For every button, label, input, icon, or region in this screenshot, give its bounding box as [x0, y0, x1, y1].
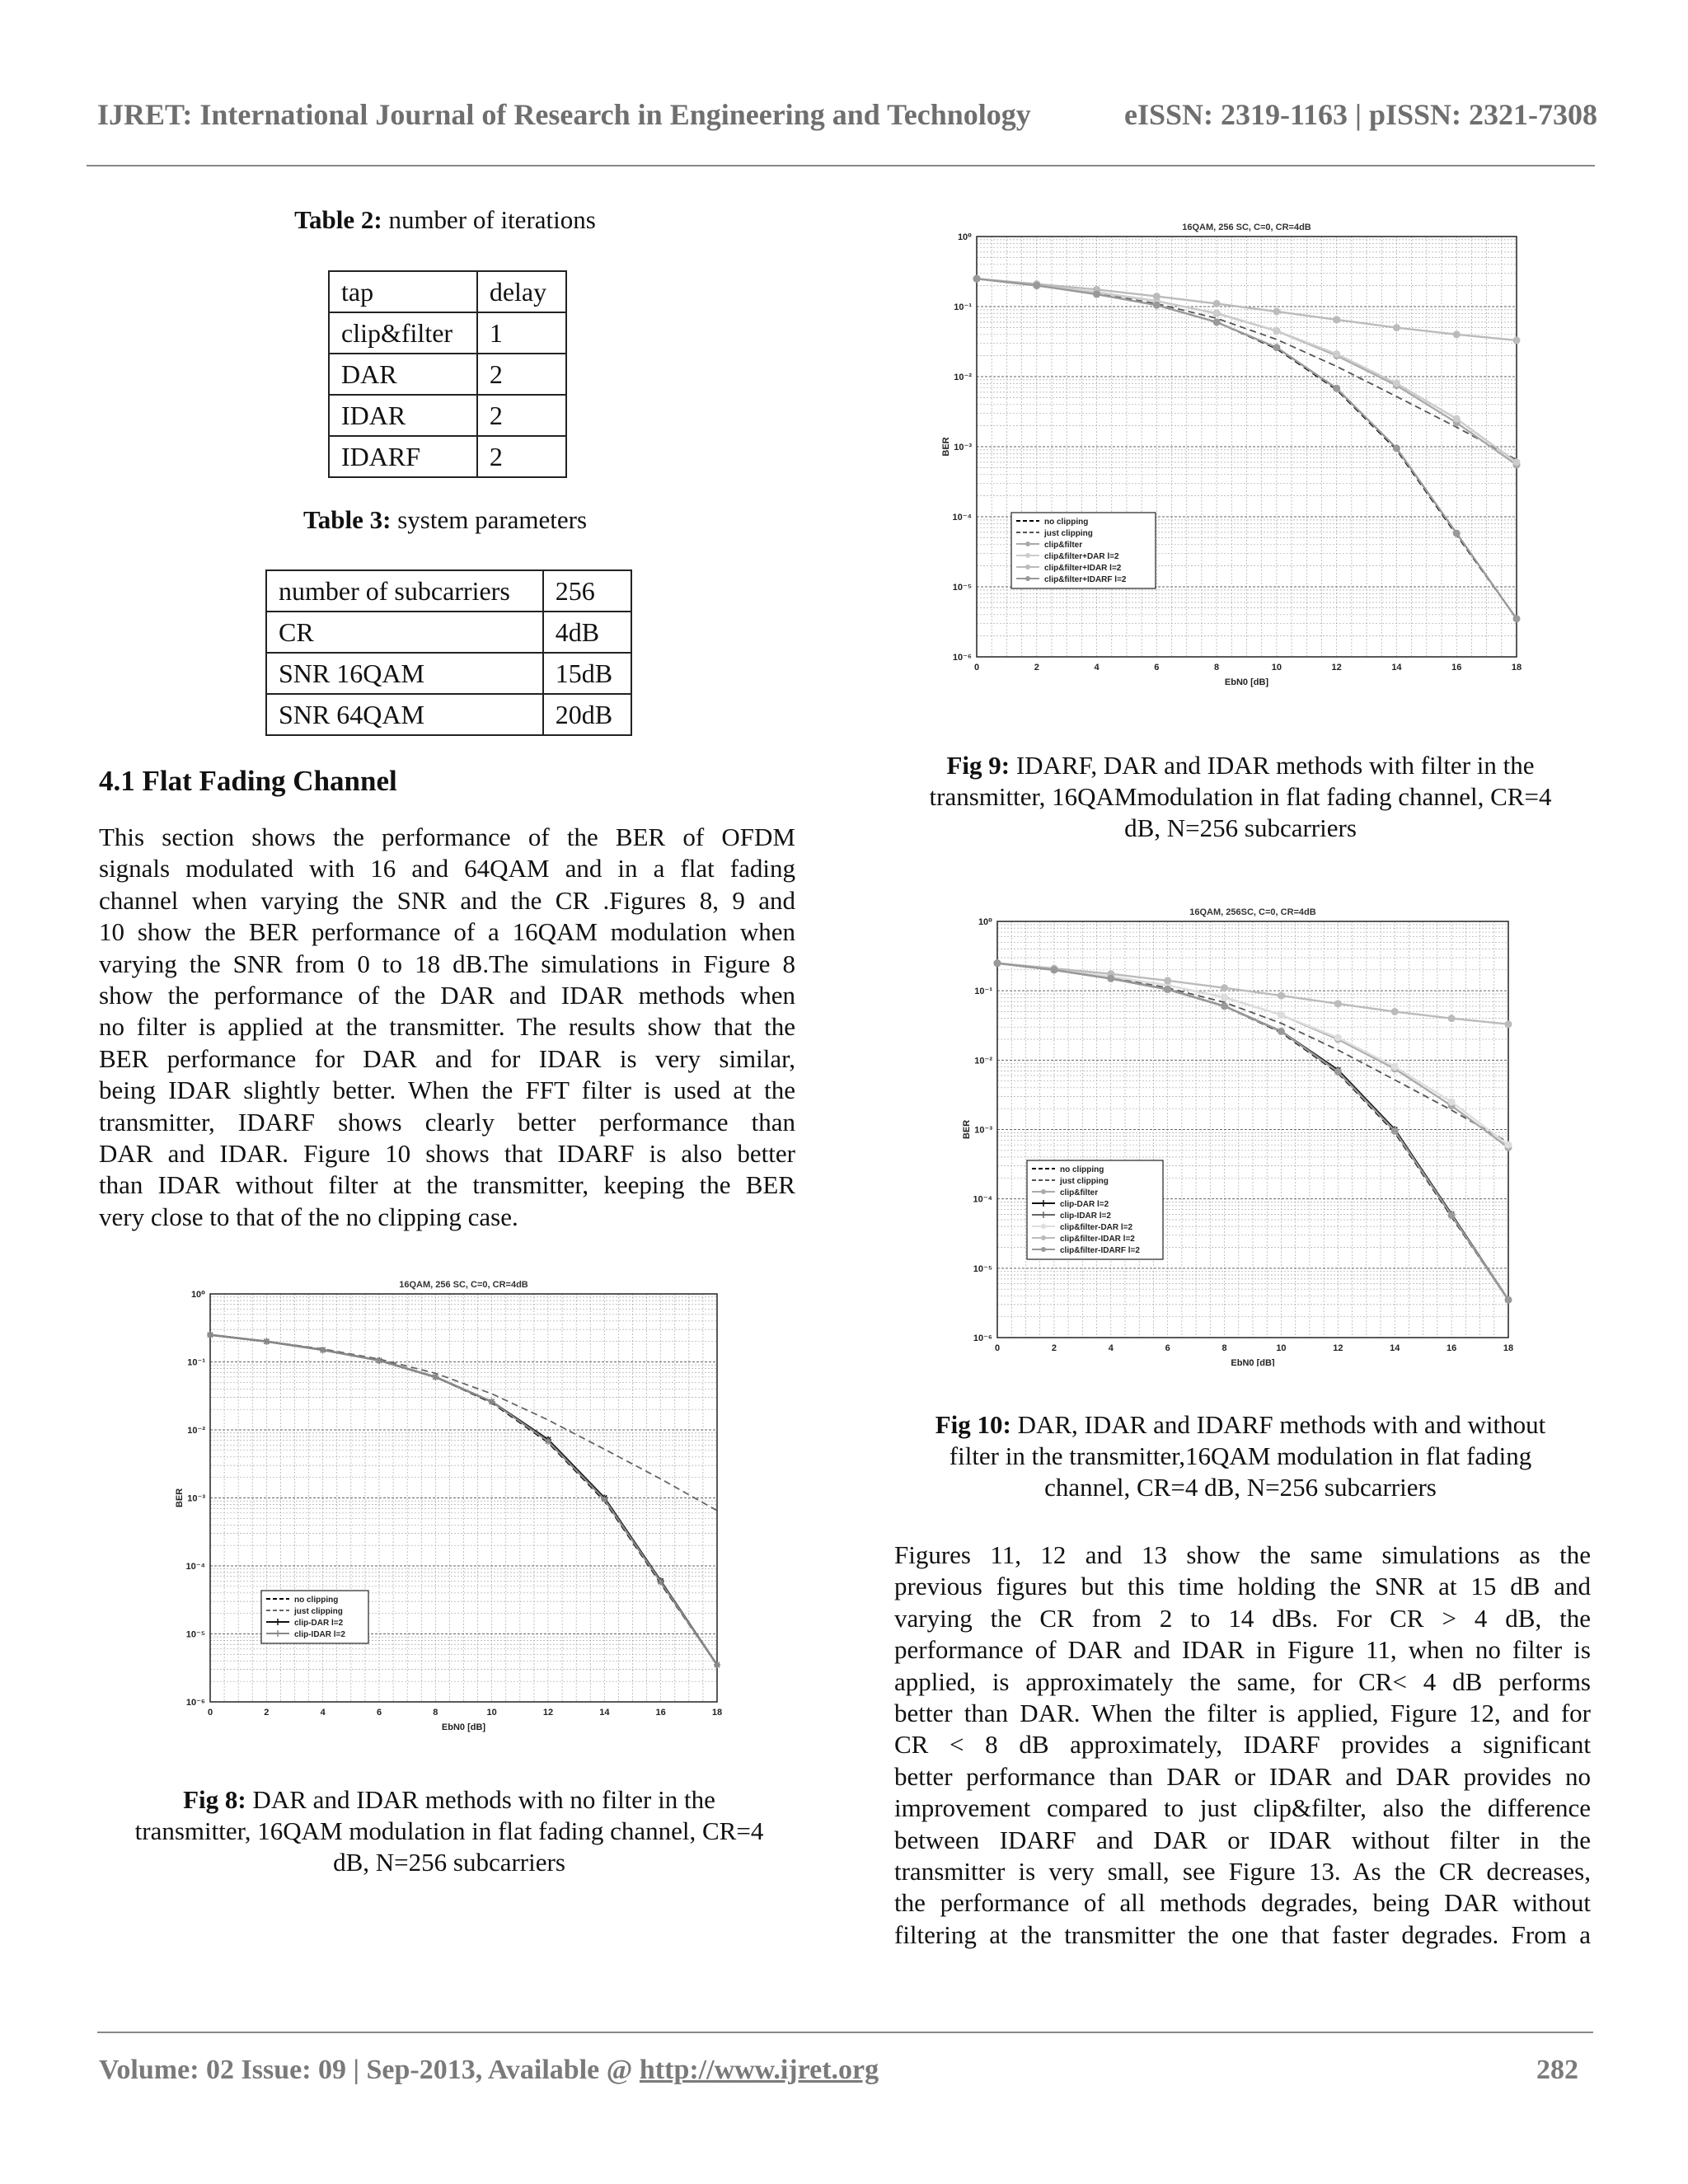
- x-tick-label: 0: [207, 1708, 213, 1718]
- caption-line: [99, 1847, 799, 1878]
- data-point: [1505, 1296, 1512, 1303]
- y-tick-label: 10⁻⁵: [185, 1629, 205, 1640]
- y-tick-label: 10⁻⁴: [952, 513, 972, 523]
- chart-title: 16QAM, 256 SC, C=0, CR=4dB: [399, 1280, 528, 1290]
- y-tick-label: 10⁻⁵: [973, 1263, 992, 1274]
- x-tick-label: 16: [655, 1708, 666, 1718]
- legend-label: clip&filter: [1044, 541, 1083, 550]
- text-line: DAR and IDAR. Figure 10 shows that IDARF is also better: [99, 1139, 795, 1169]
- x-tick-label: 16: [1446, 1343, 1457, 1353]
- data-point: [1334, 351, 1340, 358]
- caption-line: [894, 1441, 1587, 1472]
- y-tick-label: 10⁻¹: [974, 987, 992, 997]
- data-point: [1213, 300, 1220, 307]
- footer-link[interactable]: http://www.ijret.org: [639, 2055, 879, 2085]
- chart-title: 16QAM, 256SC, C=0, CR=4dB: [1189, 907, 1316, 917]
- fig9-caption: [894, 750, 1587, 844]
- caption-label: Fig 8:: [183, 1785, 246, 1814]
- table-cell: tap: [329, 271, 477, 312]
- caption-text: dB, N=256 subcarriers: [333, 1848, 565, 1877]
- caption-label: Fig 9:: [946, 751, 1010, 780]
- legend-marker: [1025, 541, 1030, 546]
- table-cell: IDARF: [329, 436, 477, 477]
- legend-label: clip&filter+DAR l=2: [1044, 552, 1119, 561]
- y-axis-label: BER: [175, 1488, 185, 1508]
- data-point: [1391, 1009, 1398, 1015]
- legend-marker: [1041, 1247, 1046, 1252]
- y-tick-label: 10⁻²: [187, 1426, 205, 1436]
- issn: eISSN: 2319-1163 | pISSN: 2321-7308: [1124, 98, 1597, 131]
- table-cell: number of subcarriers: [266, 570, 543, 612]
- text-line: transmitter, IDARF shows clearly better performance than: [99, 1107, 795, 1137]
- y-tick-label: 10⁻⁴: [185, 1562, 205, 1572]
- table-cell: 2: [477, 436, 566, 477]
- y-tick-label: 10⁻¹: [187, 1357, 205, 1368]
- y-tick-label: 10⁻⁶: [973, 1333, 992, 1343]
- series-line: [997, 963, 1508, 1143]
- legend-label: clip&filter-IDARF l=2: [1060, 1246, 1140, 1255]
- x-tick-label: 12: [1331, 663, 1342, 673]
- data-point: [1051, 967, 1057, 973]
- text-line: CR < 8 dB approximately, IDARF provides a significant: [894, 1730, 1591, 1760]
- legend-label: no clipping: [1060, 1165, 1104, 1174]
- table-row: [266, 694, 631, 735]
- caption-line: [894, 1472, 1587, 1503]
- table-cell: 15dB: [543, 653, 631, 694]
- data-point: [994, 960, 1001, 967]
- data-point: [1094, 291, 1100, 298]
- paragraph-cr-variation: [894, 1540, 1591, 1951]
- text-line: signals modulated with 16 and 64QAM and in a flat fading: [99, 854, 795, 883]
- text-line: between IDARF and DAR or IDAR without filter in the: [894, 1825, 1591, 1854]
- y-tick-label: 10⁻³: [974, 1125, 992, 1136]
- legend-label: just clipping: [1060, 1177, 1109, 1186]
- data-point: [1448, 1212, 1455, 1219]
- text-line: filtering at the transmitter the one that faster degrades. From a: [894, 1919, 1591, 1949]
- table-iterations: [328, 270, 567, 478]
- caption-label: Fig 10:: [935, 1410, 1011, 1439]
- table-cell: IDAR: [329, 395, 477, 436]
- caption-line: [894, 781, 1587, 813]
- data-point: [1334, 1068, 1341, 1075]
- data-point: [1221, 994, 1228, 1001]
- x-tick-label: 18: [711, 1708, 723, 1718]
- caption-line: [99, 1784, 799, 1816]
- text-line: show the performance of the DAR and IDAR methods when: [99, 981, 795, 1010]
- data-point: [1393, 325, 1400, 331]
- y-tick-label: 10⁰: [978, 917, 992, 927]
- data-point: [1391, 1063, 1398, 1070]
- fig8-caption: [99, 1784, 799, 1878]
- x-tick-label: 2: [264, 1708, 270, 1718]
- table3-caption: Table 3: system parameters: [302, 505, 588, 534]
- x-tick-label: 0: [994, 1343, 1001, 1353]
- text-line: performance of DAR and IDAR in Figure 11, when no filter is: [894, 1635, 1591, 1665]
- x-tick-label: 18: [1503, 1343, 1514, 1353]
- y-tick-label: 10⁻³: [954, 443, 972, 452]
- legend-label: just clipping: [1044, 529, 1093, 538]
- table-cell: clip&filter: [329, 312, 477, 354]
- x-axis-label: EbN0 [dB]: [1231, 1358, 1275, 1366]
- table-row: [266, 653, 631, 694]
- table-cell: 1: [477, 312, 566, 354]
- y-tick-label: 10⁻⁶: [952, 653, 972, 663]
- x-tick-label: 12: [542, 1708, 554, 1718]
- caption-text: IDARF, DAR and IDAR methods with filter in the: [1010, 751, 1535, 780]
- table-cell: SNR 64QAM: [266, 694, 543, 735]
- legend-marker: [1025, 576, 1030, 581]
- data-point: [1448, 1015, 1455, 1022]
- table-cell: 256: [543, 570, 631, 612]
- data-point: [545, 1438, 551, 1445]
- x-tick-label: 18: [1511, 663, 1522, 673]
- text-line: This section shows the performance of the BER of OFDM: [99, 823, 795, 851]
- table-cell: 2: [477, 354, 566, 395]
- table-row: [329, 436, 566, 477]
- y-tick-label: 10⁻⁴: [973, 1194, 992, 1205]
- footer-rule: [97, 2032, 1593, 2033]
- page-footer: [99, 2055, 1578, 2086]
- table-cell: CR: [266, 612, 543, 653]
- table-cell: 20dB: [543, 694, 631, 735]
- data-point: [658, 1579, 664, 1586]
- caption-line: [894, 813, 1587, 844]
- paragraph-flat-fading: [99, 822, 795, 1233]
- x-tick-label: 10: [1271, 663, 1282, 673]
- data-point: [1505, 1141, 1512, 1148]
- legend-marker: [1041, 1224, 1046, 1229]
- table-row: [329, 312, 566, 354]
- text-line: applied, is approximately the same, for CR< 4 dB performs: [894, 1666, 1591, 1696]
- data-point: [1391, 1127, 1398, 1134]
- data-point: [1165, 977, 1171, 984]
- legend-label: clip-IDAR l=2: [294, 1630, 345, 1639]
- legend-label: no clipping: [1044, 518, 1089, 527]
- fig9-chart: [927, 216, 1533, 694]
- legend-label: clip&filter: [1060, 1188, 1099, 1197]
- data-point: [1513, 337, 1520, 344]
- y-tick-label: 10⁻⁶: [185, 1698, 205, 1708]
- table-row: [266, 612, 631, 653]
- legend-label: clip-DAR l=2: [294, 1619, 344, 1628]
- data-point: [432, 1374, 438, 1380]
- data-point: [207, 1332, 213, 1338]
- y-tick-label: 10⁻³: [187, 1493, 205, 1504]
- text-line: very close to that of the no clipping case.: [99, 1202, 518, 1231]
- x-tick-label: 12: [1333, 1343, 1343, 1353]
- data-point: [1153, 293, 1160, 300]
- table-row: [329, 271, 566, 312]
- x-tick-label: 10: [486, 1708, 497, 1718]
- data-point: [1278, 1028, 1284, 1034]
- data-point: [1505, 1021, 1512, 1028]
- caption-line: [99, 1816, 799, 1847]
- table-cell: SNR 16QAM: [266, 653, 543, 694]
- data-point: [1153, 302, 1160, 308]
- y-axis-label: BER: [941, 437, 951, 457]
- text-line: varying the SNR from 0 to 18 dB.The simulations in Figure 8: [99, 949, 795, 978]
- x-tick-label: 4: [320, 1708, 326, 1718]
- x-tick-label: 6: [1154, 663, 1160, 673]
- data-point: [489, 1399, 495, 1405]
- data-point: [714, 1661, 720, 1668]
- caption-text: DAR and IDAR methods with no filter in the: [246, 1785, 715, 1814]
- caption-line: [894, 750, 1587, 781]
- data-point: [1393, 445, 1400, 452]
- legend-label: clip&filter+IDARF l=2: [1044, 575, 1127, 584]
- data-point: [1334, 1001, 1341, 1007]
- fig10-caption: [894, 1409, 1587, 1503]
- table-row: [329, 354, 566, 395]
- data-point: [320, 1347, 326, 1353]
- text-line: improvement compared to just clip&filter, also the difference: [894, 1793, 1591, 1823]
- data-point: [1453, 331, 1460, 338]
- x-tick-label: 4: [1108, 1343, 1114, 1353]
- data-point: [1273, 308, 1280, 315]
- x-tick-label: 2: [1034, 663, 1039, 673]
- legend-box: [1027, 1160, 1163, 1259]
- x-tick-label: 0: [973, 663, 980, 673]
- y-tick-label: 10⁰: [957, 232, 972, 242]
- text-line: than IDAR without filter at the transmitter, keeping the BER: [99, 1170, 795, 1200]
- y-tick-label: 10⁰: [190, 1290, 205, 1300]
- legend-marker: [1041, 1189, 1046, 1194]
- caption-text: DAR, IDAR and IDARF methods with and without: [1010, 1410, 1546, 1439]
- data-point: [1108, 975, 1114, 982]
- data-point: [1334, 1034, 1341, 1041]
- x-tick-label: 14: [599, 1708, 610, 1718]
- text-line: better performance than DAR or IDAR and DAR provides no: [894, 1761, 1591, 1791]
- footer-volume: Volume: 02 Issue: 09 | Sep-2013, Available @: [99, 2055, 640, 2085]
- text-line: previous figures but this time holding the SNR at 15 dB and: [894, 1572, 1591, 1601]
- x-tick-label: 10: [1276, 1343, 1287, 1353]
- table-row: [266, 570, 631, 612]
- header-rule: [87, 165, 1595, 166]
- x-axis-label: EbN0 [dB]: [1224, 677, 1269, 687]
- caption-text: filter in the transmitter,16QAM modulation in flat fading: [949, 1441, 1532, 1470]
- x-tick-label: 8: [433, 1708, 438, 1718]
- text-line: 10 show the BER performance of a 16QAM modulation when: [99, 917, 795, 947]
- table-cell: delay: [477, 271, 566, 312]
- section-heading: 4.1 Flat Fading Channel: [99, 765, 397, 797]
- data-point: [1278, 1011, 1284, 1018]
- data-point: [1221, 985, 1228, 991]
- x-tick-label: 16: [1451, 663, 1462, 673]
- legend-marker: [1041, 1235, 1046, 1240]
- fig10-chart: [948, 905, 1525, 1366]
- table-cell: DAR: [329, 354, 477, 395]
- caption-text: channel, CR=4 dB, N=256 subcarriers: [1044, 1473, 1437, 1502]
- legend-label: clip-DAR l=2: [1060, 1200, 1109, 1209]
- text-line: no filter is applied at the transmitter. The results show that the: [99, 1012, 795, 1042]
- data-point: [1165, 986, 1171, 992]
- x-tick-label: 14: [1391, 663, 1402, 673]
- caption-line: [894, 1409, 1587, 1441]
- data-point: [1453, 415, 1460, 422]
- data-point: [1393, 380, 1400, 387]
- table-row: [329, 395, 566, 436]
- x-tick-label: 8: [1214, 663, 1220, 673]
- legend-marker: [1025, 553, 1030, 558]
- x-tick-label: 6: [1165, 1343, 1170, 1353]
- legend-marker: [1025, 565, 1030, 569]
- text-line: channel when varying the SNR and the CR .Figures 8, 9 and: [99, 885, 795, 915]
- y-tick-label: 10⁻²: [974, 1056, 992, 1066]
- text-line: Figures 11, 12 and 13 show the same simulations as the: [894, 1540, 1591, 1569]
- data-point: [263, 1338, 270, 1345]
- text-line: transmitter is very small, see Figure 13. As the CR decreases,: [894, 1857, 1591, 1886]
- table-cell: 2: [477, 395, 566, 436]
- caption-text: transmitter, 16QAMmodulation in flat fading channel, CR=4: [929, 782, 1552, 811]
- data-point: [1213, 319, 1220, 326]
- legend-label: clip&filter+IDAR l=2: [1044, 564, 1122, 573]
- x-tick-label: 4: [1094, 663, 1100, 673]
- caption-text: transmitter, 16QAM modulation in flat fading channel, CR=4: [134, 1816, 764, 1845]
- table2-caption: Table 2: number of iterations: [294, 205, 596, 234]
- data-point: [1213, 310, 1220, 316]
- data-point: [1334, 316, 1340, 323]
- table-cell: 4dB: [543, 612, 631, 653]
- legend-label: clip&filter-IDAR l=2: [1060, 1235, 1135, 1244]
- data-point: [1513, 459, 1520, 466]
- y-tick-label: 10⁻⁵: [952, 583, 972, 593]
- page-number: 282: [1536, 2055, 1578, 2085]
- data-point: [376, 1357, 382, 1364]
- table-system-parameters: [265, 569, 632, 736]
- legend-label: no clipping: [294, 1596, 339, 1605]
- text-line: better than DAR. When the filter is applied, Figure 12, and for: [894, 1699, 1591, 1728]
- data-point: [1334, 385, 1340, 391]
- text-line: being IDAR slightly better. When the FFT filter is used at the: [99, 1076, 795, 1105]
- y-axis-label: BER: [962, 1119, 972, 1140]
- chart-title: 16QAM, 256 SC, C=0, CR=4dB: [1182, 223, 1311, 232]
- data-point: [1278, 992, 1284, 999]
- x-tick-label: 8: [1221, 1343, 1227, 1353]
- data-point: [1513, 616, 1520, 622]
- legend-label: just clipping: [294, 1607, 343, 1616]
- x-tick-label: 2: [1051, 1343, 1057, 1353]
- y-tick-label: 10⁻¹: [954, 302, 972, 312]
- fig8-chart: [161, 1273, 738, 1743]
- data-point: [1448, 1099, 1455, 1105]
- data-point: [1273, 327, 1280, 334]
- data-point: [1221, 1003, 1228, 1010]
- caption-text: dB, N=256 subcarriers: [1124, 813, 1357, 842]
- data-point: [1273, 344, 1280, 351]
- legend-label: clip&filter-DAR l=2: [1060, 1223, 1133, 1232]
- text-line: the performance of all methods degrades, being DAR without: [894, 1888, 1591, 1918]
- data-point: [1453, 530, 1460, 537]
- data-point: [601, 1496, 607, 1502]
- legend-label: clip-IDAR l=2: [1060, 1212, 1111, 1221]
- y-tick-label: 10⁻²: [954, 373, 972, 382]
- x-tick-label: 6: [376, 1708, 382, 1718]
- x-axis-label: EbN0 [dB]: [441, 1722, 486, 1732]
- text-line: BER performance for DAR and for IDAR is very similar,: [99, 1043, 795, 1073]
- x-tick-label: 14: [1390, 1343, 1400, 1353]
- text-line: varying the CR from 2 to 14 dBs. For CR > 4 dB, the: [894, 1603, 1591, 1633]
- data-point: [1034, 282, 1040, 288]
- journal-title: IJRET: International Journal of Research in Engineering and Technology: [97, 98, 1031, 131]
- data-point: [973, 275, 980, 282]
